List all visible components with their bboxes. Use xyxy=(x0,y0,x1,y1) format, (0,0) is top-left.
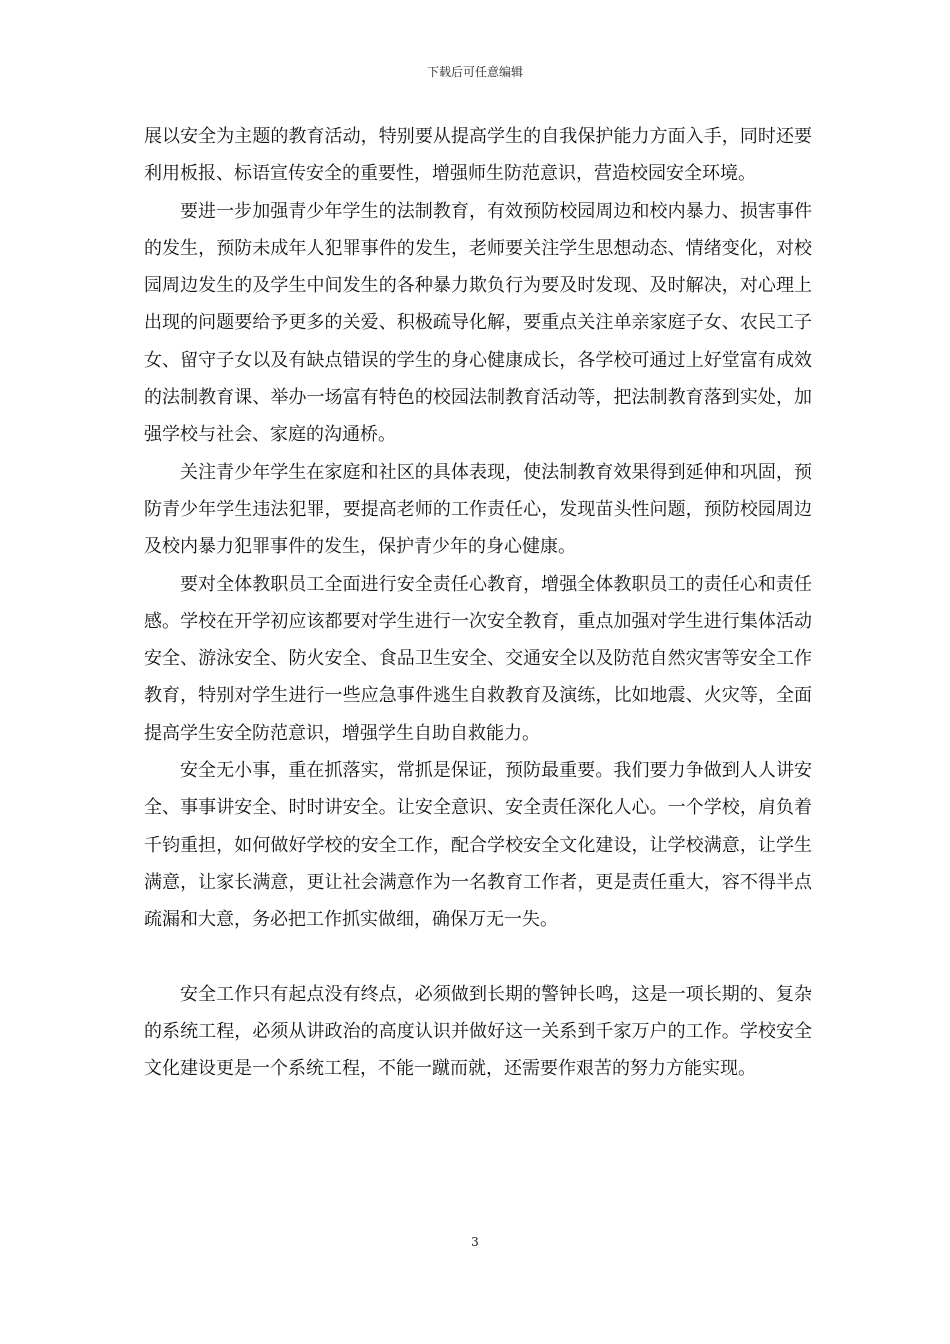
paragraph-family-community: 关注青少年学生在家庭和社区的具体表现，使法制教育效果得到延伸和巩固，预防青少年学生违法犯罪，要提高老师的工作责任心，发现苗头性问题，预防校园周边及校内暴力犯罪事件的发生，保护青少年的身心健康。 xyxy=(144,461,812,558)
page-number: 3 xyxy=(471,1235,479,1249)
paragraph-safety-first: 安全无小事，重在抓落实，常抓是保证，预防最重要。我们要力争做到人人讲安全、事事讲安全、时时讲安全。让安全意识、安全责任深化人心。一个学校，肩负着千钧重担，如何做好学校的安全工作，配合学校安全文化建设，让学校满意，让学生满意，让家长满意，更让社会满意作为一名教育工作者，更是责任重大，容不得半点疏漏和大意，务必把工作抓实做细，确保万无一失。 xyxy=(144,760,812,931)
paragraph-legal-education: 要进一步加强青少年学生的法制教育，有效预防校园周边和校内暴力、损害事件的发生，预防未成年人犯罪事件的发生，老师要关注学生思想动态、情绪变化，对校园周边发生的及学生中间发生的各种暴力欺负行为要及时发现、及时解决，对心理上出现的问题要给予更多的关爱、积极疏导化解，要重点关注单亲家庭子女、农民工子女、留守子女以及有缺点错误的学生的身心健康成长，各学校可通过上好堂富有成效的法制教育课、举办一场富有特色的校园法制教育活动等，把法制教育落到实处，加强学校与社会、家庭的沟通桥。 xyxy=(144,200,812,446)
page-header: 下载后可任意编辑 xyxy=(426,65,523,79)
document-body xyxy=(144,118,812,1087)
paragraph-continuation: 展以安全为主题的教育活动，特别要从提高学生的自我保护能力方面入手，同时还要利用板报、标语宣传安全的重要性，增强师生防范意识，营造校园安全环境。 xyxy=(144,126,812,185)
paragraph-conclusion: 安全工作只有起点没有终点，必须做到长期的警钟长鸣，这是一项长期的、复杂的系统工程，必须从讲政治的高度认识并做好这一关系到千家万户的工作。学校安全文化建设更是一个系统工程，不能一蹴而就，还需要作艰苦的努力方能实现。 xyxy=(144,983,812,1080)
paragraph-staff-responsibility: 要对全体教职员工全面进行安全责任心教育，增强全体教职员工的责任心和责任感。学校在开学初应该都要对学生进行一次安全教育，重点加强对学生进行集体活动安全、游泳安全、防火安全、食品卫生安全、交通安全以及防范自然灾害等安全工作教育，特别对学生进行一些应急事件逃生自救教育及演练，比如地震、火灾等，全面提高学生安全防范意识，增强学生自助自救能力。 xyxy=(144,573,812,744)
paragraph-gap xyxy=(144,939,812,976)
